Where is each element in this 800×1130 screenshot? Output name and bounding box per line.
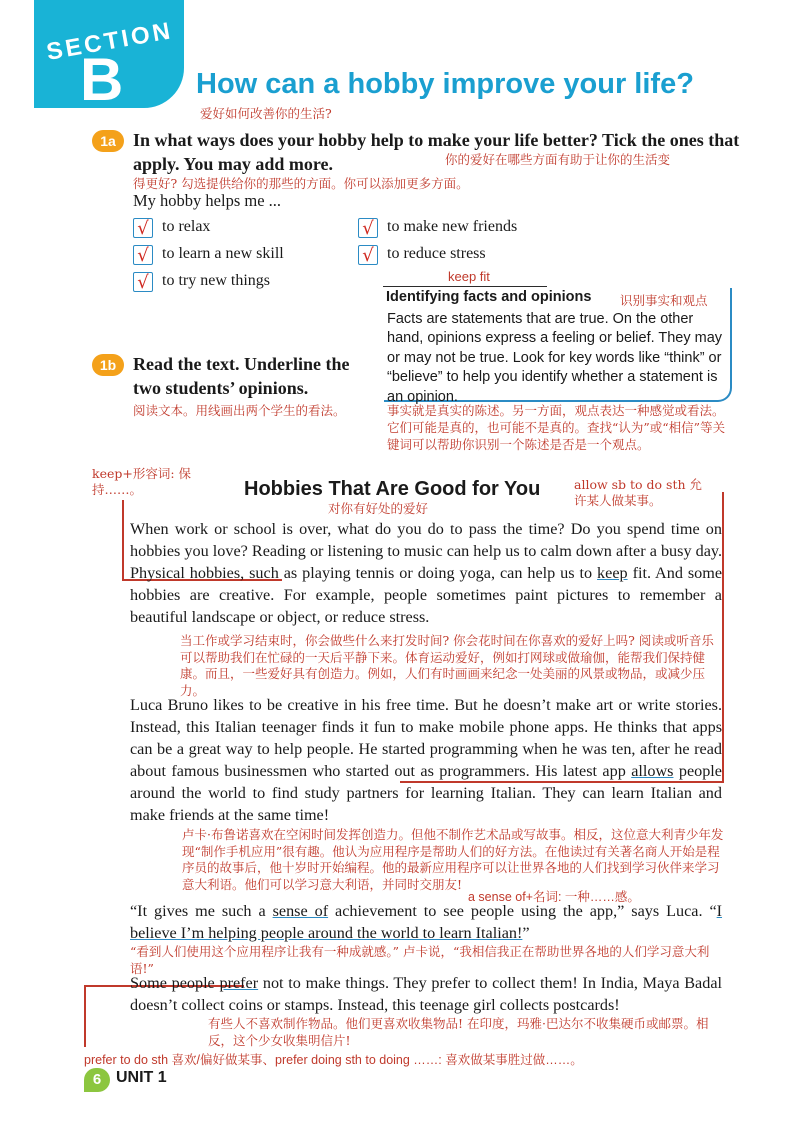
- quote-translation: “看到人们使用这个应用程序让我有一种成就感。” 卢卡说，“我相信我正在帮助世界各地的人们学习意大利语!”: [130, 944, 710, 976]
- paragraph-2-translation: 卢卡·布鲁诺喜欢在空闲时间发挥创造力。但他不制作艺术品或写故事。相反，这位意大利青少年发现“制作手机应用”很有趣。他认为应用程序是帮助人们的好方法。在他读过有关著名商人开始是程序员的故事后，他十岁时开始编程。他的最新应用程序可以让世界各地的人们找到学习伙伴来学习意大利语。他们可以学习意大利语，并同时交朋友!: [182, 827, 724, 892]
- option-reduce-stress: to reduce stress: [387, 245, 486, 262]
- paragraph-3-translation: 有些人不喜欢制作物品。他们更喜欢收集物品! 在印度，玛雅·巴达尔不收集硬币或邮票。相反，这个少女收集明信片!: [208, 1016, 709, 1048]
- unit-label: UNIT 1: [116, 1069, 167, 1086]
- paragraph-3-text-a: Some people: [130, 974, 215, 992]
- prefer-margin-note: prefer to do sth 喜欢/偏好做某事、prefer doing sth to doing ……: 喜欢做某事胜过做……。: [84, 1053, 583, 1067]
- paragraph-2-text-c: people around the world to find study partners for learning Italian. They can learn Italian and make friends at the same time!: [130, 762, 722, 824]
- paragraph-1-translation: 当工作或学习结束时，你会做些什么来打发时间? 你会花时间在你喜欢的爱好上吗? 阅读或听音乐可以帮助我们在忙碌的一天后平静下来。体育运动爱好，例如打网球或做瑜伽，能帮我们保持健康。而且，一些爱好具有创造力。例如，人们有时画画来纪念一处美丽的风景或物品，或减少压力。: [180, 633, 714, 698]
- section-letter: B: [80, 46, 124, 113]
- checkbox-reduce-stress[interactable]: √: [358, 245, 378, 265]
- question-1a-translation-part1: 你的爱好在哪些方面有助于让你的生活变: [445, 152, 671, 167]
- sense-of-margin-note: a sense of+名词: 一种……感。: [468, 890, 640, 904]
- question-1b-translation: 阅读文本。用线画出两个学生的看法。: [133, 403, 346, 418]
- quote-text-b: achievement to see people using the app,” says Luca. “: [335, 902, 717, 920]
- option-learn-skill: to learn a new skill: [162, 245, 284, 262]
- checkbox-relax[interactable]: √: [133, 218, 153, 238]
- question-1a-translation-part2: 得更好? 勾选提供给你的那些的方面。你可以添加更多方面。: [133, 176, 469, 191]
- paragraph-2-text-b: He started programming when he was ten, after he read about famous businessmen who started out as programmers. His latest app: [130, 740, 722, 780]
- allow-margin-note: allow sb to do sth 允许某人做某事。: [574, 477, 703, 508]
- article-paragraph-2: [130, 694, 722, 826]
- paragraph-3-text-b: not to make things. They prefer to collect them! In India, Maya Badal doesn’t collect coins or stamps. Instead, this teenage girl collects postcards!: [130, 974, 723, 1014]
- task-tag-1b: 1b: [92, 354, 124, 376]
- tip-translation: 事实就是真实的陈述。另一方面，观点表达一种感觉或看法。它们可能是真的，也可能不是真的。查找“认为”或“相信”等关键词可以帮助你识别一个陈述是否是一个观点。: [387, 403, 726, 452]
- quote-end: ”: [522, 924, 530, 942]
- article-paragraph-1: [130, 518, 722, 628]
- article-paragraph-3: [130, 972, 722, 1016]
- question-1b: Read the text. Underline the two students’ opinions.: [133, 354, 350, 398]
- annotation-line-prefer-vertical: [84, 985, 86, 1047]
- keep-margin-note: keep+形容词: 保持……。: [92, 466, 192, 497]
- paragraph-2-text-a: Luca Bruno likes to be creative in his free time. But he doesn’t make art or write stories. Instead, this Italian teenager finds it fun to make mobile phone apps.: [130, 696, 722, 736]
- option-try-new: to try new things: [162, 272, 270, 289]
- underlined-sense-of: sense of: [272, 902, 329, 920]
- paragraph-2-opinion: He thinks that apps can be a great way to help people.: [130, 718, 723, 758]
- question-1a-lead: My hobby helps me ...: [133, 191, 282, 210]
- option-make-friends: to make new friends: [387, 218, 518, 235]
- section-word: SECTION: [44, 17, 175, 66]
- underlined-keep: keep: [597, 564, 628, 582]
- tip-title: Identifying facts and opinions: [386, 289, 592, 305]
- title-translation: 爱好如何改善你的生活?: [200, 106, 332, 121]
- question-1a-text: In what ways does your hobby help to make your life better? Tick the ones that apply. You may add more.: [133, 130, 740, 174]
- tip-text: Facts are statements that are true. On the other hand, opinions express a feeling or belief. They may or may not be true. Look for key words like “think” or “believe” to help you identify whether a statement is an opinion.: [387, 311, 723, 405]
- underlined-allows: allows: [631, 762, 674, 780]
- checkbox-make-friends[interactable]: √: [358, 218, 378, 238]
- checkbox-learn-skill[interactable]: √: [133, 245, 153, 265]
- added-option-line: [383, 286, 547, 287]
- option-relax: to relax: [162, 218, 211, 235]
- paragraph-1-text-a: When work or school is over, what do you do to pass the time? Do you spend time on hobbies you love? Reading or listening to music can help us to calm down after a busy day. Physical hobbies, such as playing tennis or doing yoga, can help us to: [130, 520, 722, 582]
- page-number: 6: [84, 1068, 110, 1092]
- quote-text-a: “It gives me such a: [130, 902, 266, 920]
- article-title: Hobbies That Are Good for You: [244, 478, 541, 500]
- checkbox-try-new[interactable]: √: [133, 272, 153, 292]
- paragraph-1-text-b: fit. And some hobbies are creative. For example, people sometimes paint pictures to remember a beautiful landscape or object, or reduce stress.: [130, 564, 723, 626]
- annotation-line-keep-vertical: [122, 500, 124, 580]
- tip-title-translation: 识别事实和观点: [620, 293, 708, 308]
- added-option-handwritten: keep fit: [448, 269, 490, 284]
- article-quote: [130, 900, 722, 944]
- quote-opinion: I believe I’m helping people around the world to learn Italian!: [130, 902, 723, 942]
- task-tag-1a: 1a: [92, 130, 124, 152]
- article-title-translation: 对你有好处的爱好: [328, 501, 429, 516]
- underlined-prefer: prefer: [219, 974, 259, 992]
- page-title: How can a hobby improve your life?: [196, 68, 694, 100]
